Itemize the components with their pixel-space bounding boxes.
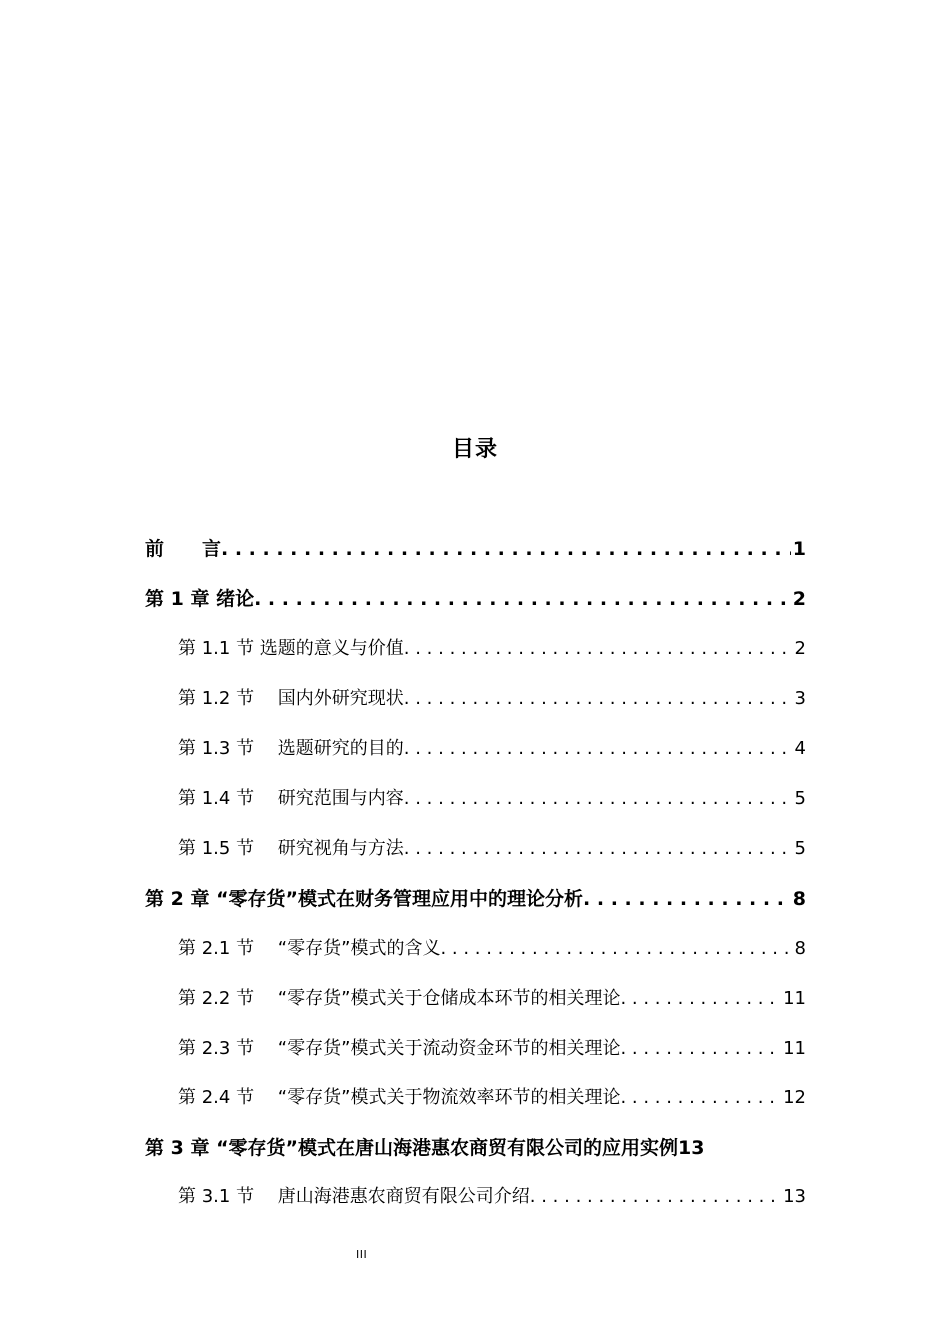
toc-leader bbox=[620, 1083, 781, 1113]
toc-entry-label: 第 2.1 节 “零存货”模式的含义 bbox=[178, 938, 441, 959]
toc-leader bbox=[583, 884, 791, 914]
toc-entry[interactable] bbox=[178, 684, 806, 714]
toc-title: 目录 bbox=[451, 437, 498, 462]
toc-entry-page: 3 bbox=[794, 688, 806, 709]
toc-leader bbox=[404, 834, 793, 864]
toc-leader bbox=[620, 984, 781, 1014]
toc-entry-page: 1 bbox=[792, 538, 806, 560]
toc-entry[interactable] bbox=[145, 534, 806, 564]
toc-entry[interactable] bbox=[178, 984, 806, 1014]
toc-leader bbox=[254, 584, 791, 614]
toc-entry-page: 2 bbox=[792, 588, 806, 610]
toc-entry[interactable] bbox=[178, 1083, 806, 1113]
toc-leader bbox=[404, 784, 793, 814]
toc-entry-label: 第 1.2 节 国内外研究现状 bbox=[178, 688, 404, 709]
toc-entry[interactable] bbox=[145, 1133, 806, 1163]
toc-entry[interactable] bbox=[178, 1034, 806, 1064]
toc-leader bbox=[404, 634, 793, 664]
toc-entry[interactable] bbox=[178, 784, 806, 814]
toc-entry-label: 第 1.1 节 选题的意义与价值 bbox=[178, 638, 404, 659]
toc-entry-page: 4 bbox=[794, 738, 806, 759]
toc-entry[interactable] bbox=[178, 834, 806, 864]
toc-entry[interactable] bbox=[145, 884, 806, 914]
toc-leader bbox=[404, 734, 793, 764]
toc-entry-label: 第 1 章 绪论 bbox=[145, 588, 255, 610]
toc-entry-page: 12 bbox=[783, 1087, 806, 1108]
toc-entry-page: 13 bbox=[678, 1137, 705, 1159]
toc-entry-label: 第 1.4 节 研究范围与内容 bbox=[178, 788, 404, 809]
toc-entry-label: 第 2 章 “零存货”模式在财务管理应用中的理论分析 bbox=[145, 888, 584, 910]
toc-entry[interactable] bbox=[178, 934, 806, 964]
toc-entry-page: 8 bbox=[794, 938, 806, 959]
toc-entry-label: 第 2.4 节 “零存货”模式关于物流效率环节的相关理论 bbox=[178, 1087, 621, 1108]
toc-leader bbox=[221, 534, 791, 564]
toc-leader bbox=[620, 1034, 781, 1064]
toc-leader bbox=[404, 684, 793, 714]
toc-entry-page: 5 bbox=[794, 788, 806, 809]
toc-leader bbox=[440, 934, 792, 964]
toc-entry[interactable] bbox=[178, 734, 806, 764]
toc-entry-page: 2 bbox=[794, 638, 806, 659]
toc-leader bbox=[530, 1182, 781, 1212]
toc-entry-page: 8 bbox=[792, 888, 806, 910]
toc-entry-label: 第 3.1 节 唐山海港惠农商贸有限公司介绍 bbox=[178, 1186, 530, 1207]
toc-entry-label: 前 言 bbox=[145, 538, 222, 560]
toc-entry-page: 5 bbox=[794, 838, 806, 859]
toc-entry-page: 11 bbox=[783, 1038, 806, 1059]
toc-entry[interactable] bbox=[178, 1182, 806, 1212]
toc-entry-page: 13 bbox=[783, 1186, 806, 1207]
toc-entry-label: 第 1.5 节 研究视角与方法 bbox=[178, 838, 404, 859]
toc-entry-label: 第 1.3 节 选题研究的目的 bbox=[178, 738, 404, 759]
page-number: III bbox=[356, 1248, 368, 1261]
toc-entry-label: 第 2.2 节 “零存货”模式关于仓储成本环节的相关理论 bbox=[178, 988, 621, 1009]
toc-entry[interactable] bbox=[145, 584, 806, 614]
toc-entry-label: 第 3 章 “零存货”模式在唐山海港惠农商贸有限公司的应用实例 bbox=[145, 1137, 679, 1159]
toc-entry-label: 第 2.3 节 “零存货”模式关于流动资金环节的相关理论 bbox=[178, 1038, 621, 1059]
toc-entry[interactable] bbox=[178, 634, 806, 664]
toc-entry-page: 11 bbox=[783, 988, 806, 1009]
